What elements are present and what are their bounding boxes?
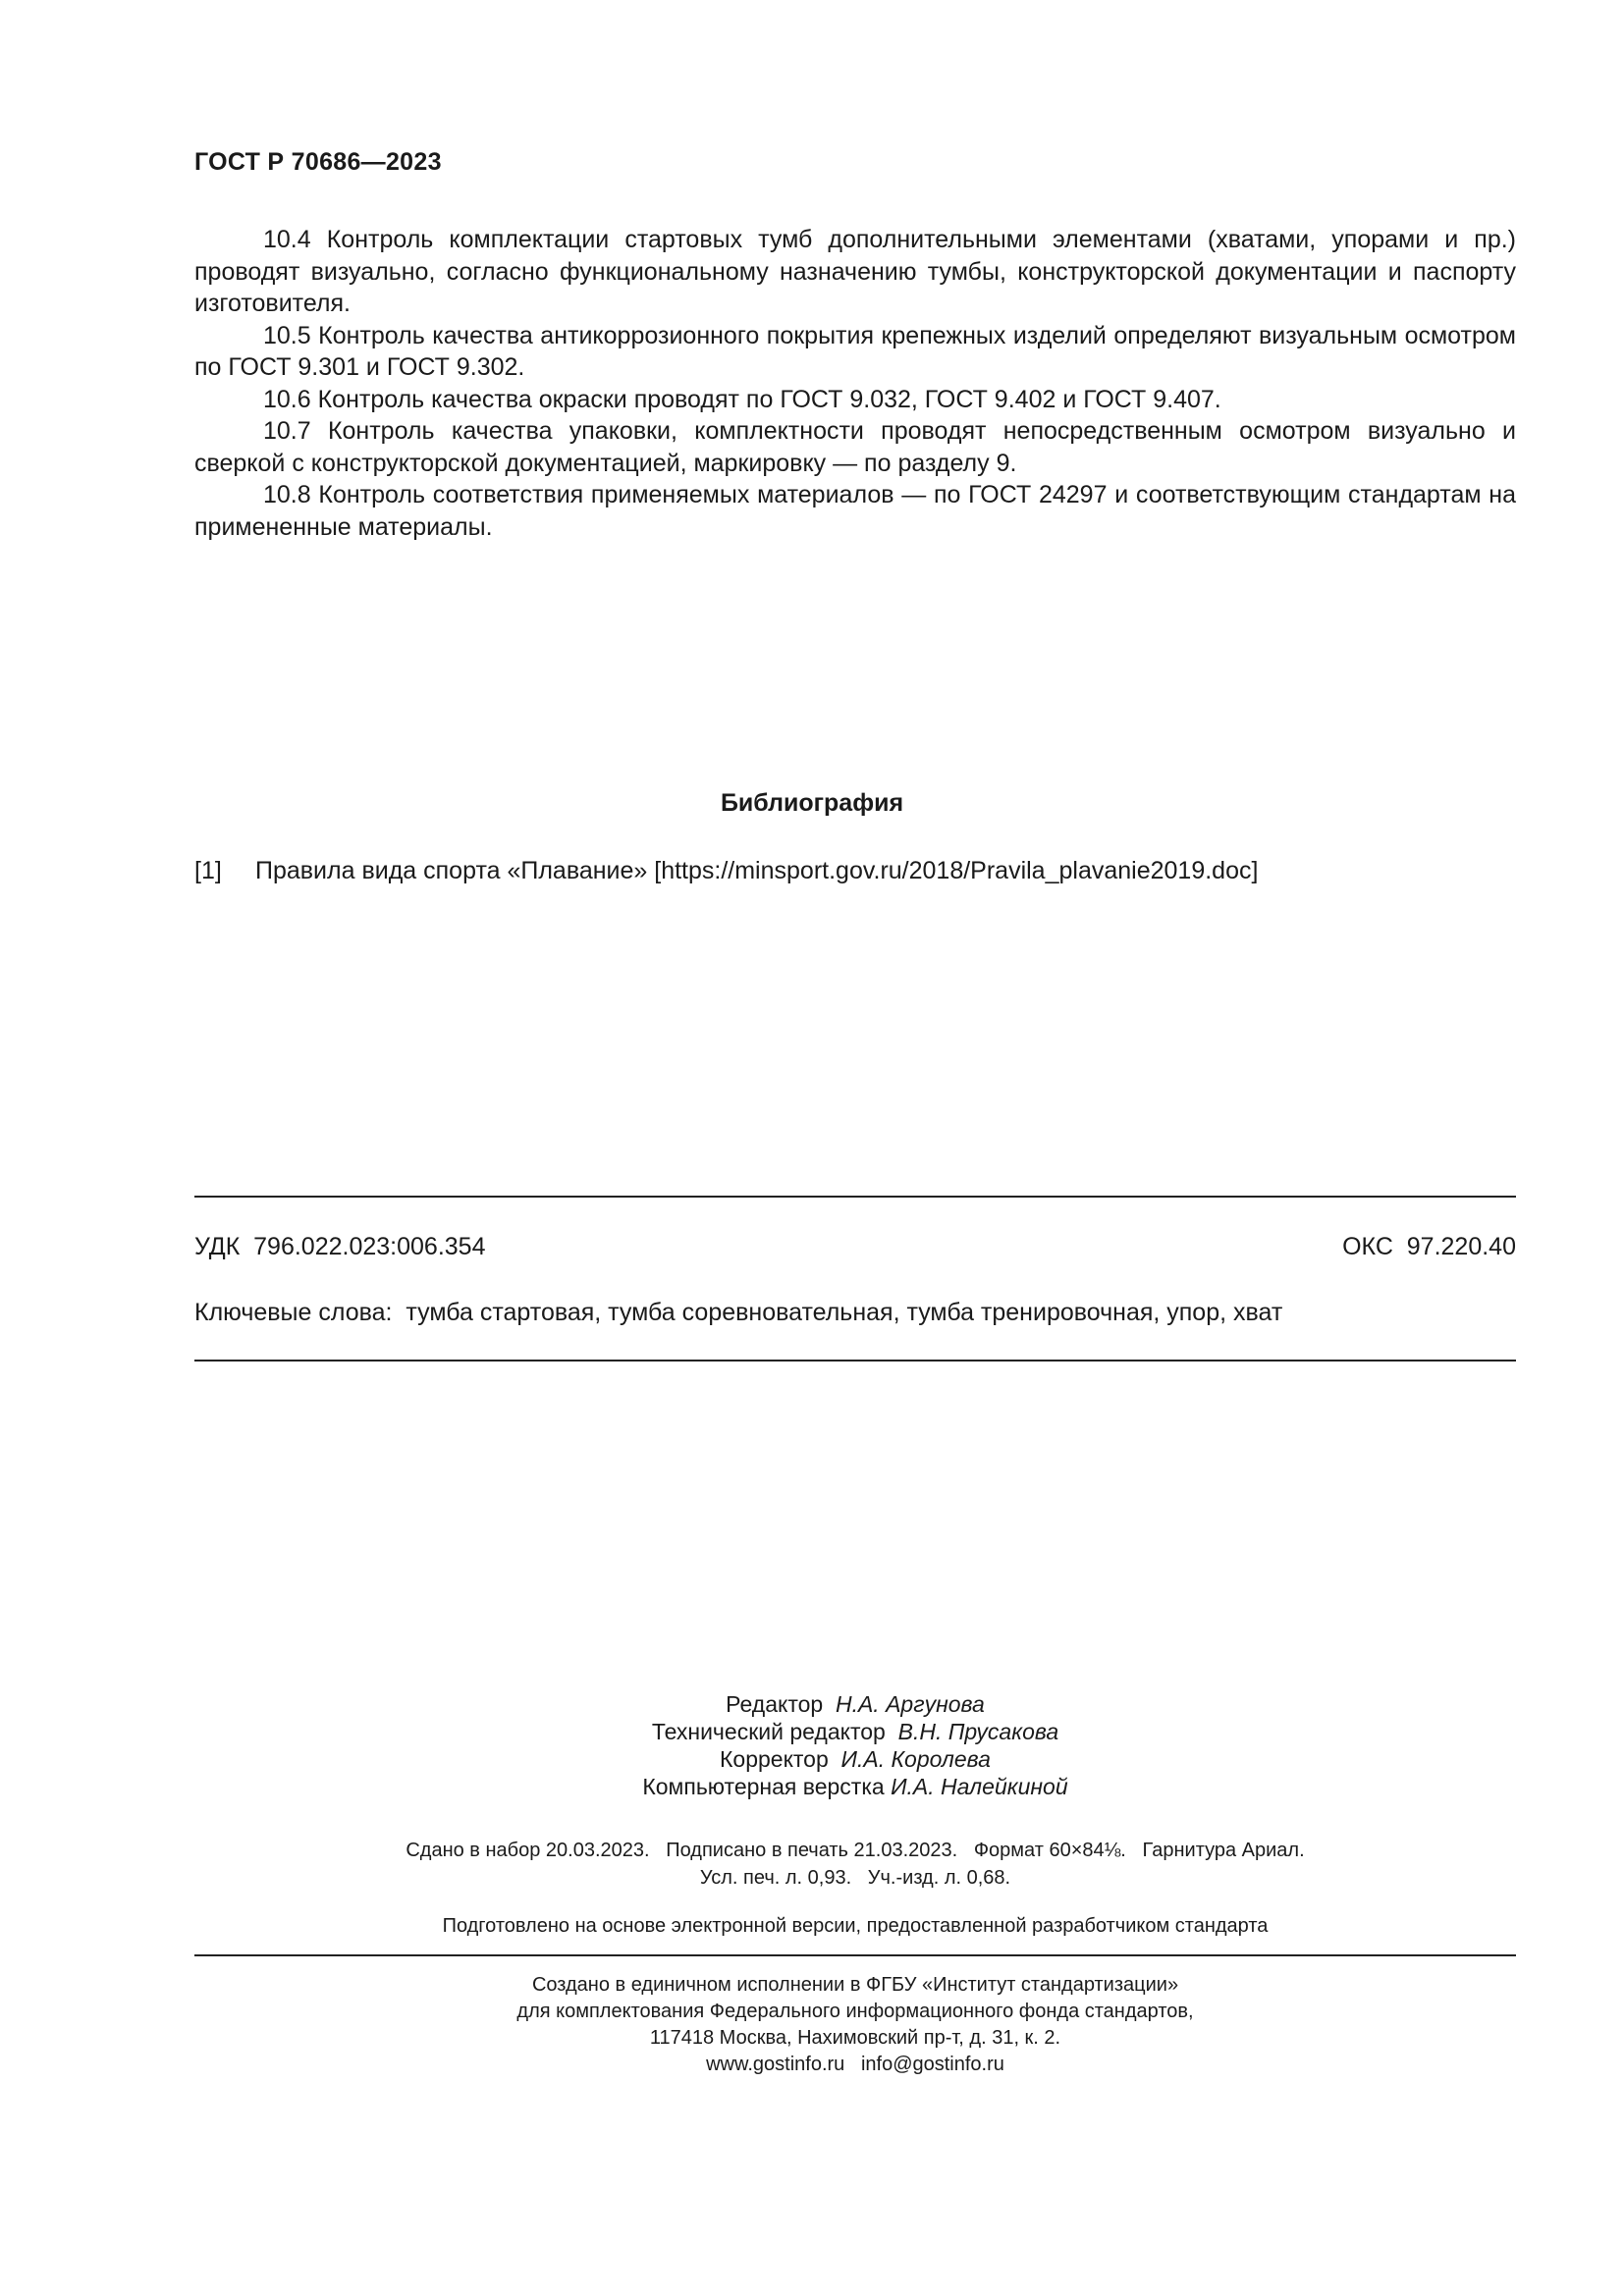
divider-top	[194, 1196, 1516, 1198]
footer-line-3: 117418 Москва, Нахимовский пр-т, д. 31, к. 2.	[649, 2027, 1061, 2049]
paragraph-10-4: 10.4 Контроль комплектации стартовых тумб дополнительными элементами (хватами, упорами и пр.) проводят визуально, согласно функциональному назначению тумбы, конструкторской документации и паспорту изготовителя.	[194, 226, 1516, 317]
print-info-line-2: Усл. печ. л. 0,93. Уч.-изд. л. 0,68.	[699, 1867, 1011, 1889]
credit-corrector	[0, 1745, 1624, 1773]
footer-line-2: для комплектования Федерального информационного фонда стандартов,	[516, 2001, 1194, 2022]
bibliography-entry-text: Правила вида спорта «Плавание» [https://minsport.gov.ru/2018/Pravila_plavanie2019.doc]	[255, 857, 1259, 884]
credit-editor	[0, 1690, 1624, 1718]
credit-tech-editor-name: В.Н. Прусакова	[897, 1719, 1059, 1744]
section-10-body	[194, 224, 1516, 543]
footer-line-4: www.gostinfo.ru info@gostinfo.ru	[706, 2054, 1004, 2075]
credit-layout	[0, 1773, 1624, 1800]
credit-layout-name: И.А. Налейкиной	[891, 1774, 1068, 1799]
document-header: ГОСТ Р 70686—2023	[194, 148, 442, 176]
credit-corrector-label: Корректор	[720, 1746, 829, 1772]
paragraph-10-7: 10.7 Контроль качества упаковки, комплектности проводят непосредственным осмотром визуально и сверкой с конструкторской документацией, маркировку — по разделу 9.	[194, 417, 1516, 477]
print-info	[0, 1837, 1624, 1892]
udk-code: УДК 796.022.023:006.354	[194, 1233, 486, 1260]
print-info-line-1: Сдано в набор 20.03.2023. Подписано в печать 21.03.2023. Формат 60×84⅛. Гарнитура Ариал.	[406, 1840, 1305, 1861]
credits-block	[0, 1690, 1624, 1800]
credit-tech-editor-label: Технический редактор	[651, 1719, 886, 1744]
divider-middle	[194, 1360, 1516, 1362]
keywords-line: Ключевые слова: тумба стартовая, тумба соревновательная, тумба тренировочная, упор, хват	[194, 1299, 1283, 1326]
paragraph-10-8: 10.8 Контроль соответствия применяемых материалов — по ГОСТ 24297 и соответствующим стандартам на примененные материалы.	[194, 481, 1516, 541]
credit-editor-name: Н.А. Аргунова	[835, 1691, 985, 1717]
bibliography-entry-number: [1]	[194, 857, 222, 884]
credit-corrector-name: И.А. Королева	[840, 1746, 991, 1772]
oks-code: ОКС 97.220.40	[1342, 1233, 1516, 1260]
bibliography-entry	[194, 857, 1516, 885]
credit-layout-label: Компьютерная верстка	[642, 1774, 885, 1799]
footer-line-1: Создано в единичном исполнении в ФГБУ «Институт стандартизации»	[531, 1974, 1179, 1996]
divider-bottom	[194, 1954, 1516, 1956]
credit-editor-label: Редактор	[726, 1691, 824, 1717]
paragraph-10-5: 10.5 Контроль качества антикоррозионного покрытия крепежных изделий определяют визуальным осмотром по ГОСТ 9.301 и ГОСТ 9.302.	[194, 321, 1516, 381]
publisher-footer	[0, 1972, 1624, 2078]
credit-tech-editor	[0, 1718, 1624, 1745]
paragraph-10-6: 10.6 Контроль качества окраски проводят по ГОСТ 9.032, ГОСТ 9.402 и ГОСТ 9.407.	[263, 385, 1221, 413]
bibliography-heading: Библиография	[720, 789, 904, 817]
prepared-note: Подготовлено на основе электронной версии, предоставленной разработчиком стандарта	[442, 1915, 1269, 1937]
